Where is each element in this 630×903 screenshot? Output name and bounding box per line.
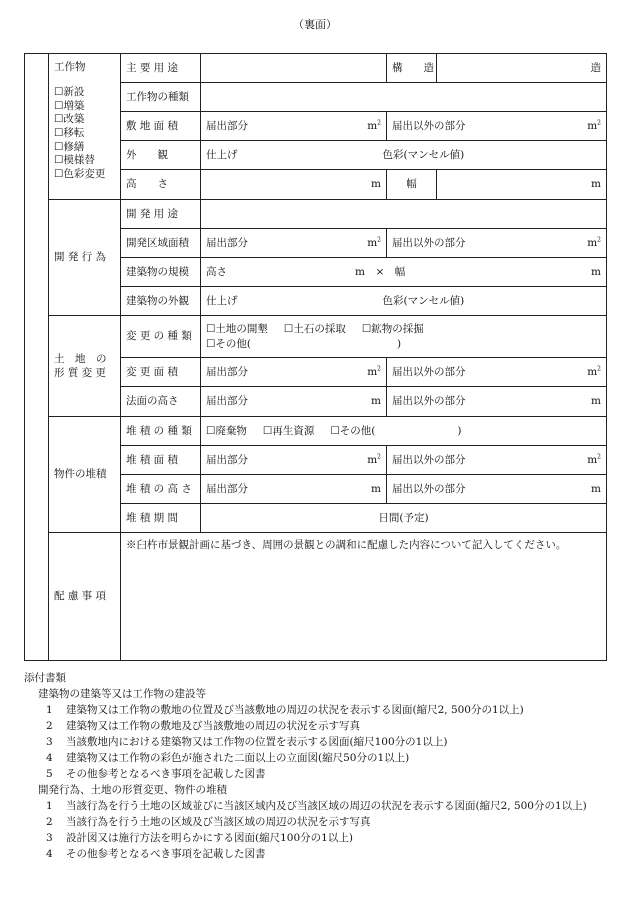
slope-height-label: 法面の高さ [121, 387, 201, 417]
list-item: 1 当該行為を行う土地の区域並びに当該区域内及び当該区域の周辺の状況を表示する図面(縮尺2, 500分の1以上) [46, 800, 587, 812]
notification-form-table [24, 53, 607, 661]
site-area-label: 敷 地 面 積 [121, 112, 201, 141]
deposit-type-field: ☐廃棄物 ☐再生資源 ☐その他( ) [201, 417, 607, 446]
height-field[interactable]: m [201, 170, 387, 200]
structure-use-label: 主 要 用 途 [121, 54, 201, 83]
consideration-field[interactable] [121, 533, 607, 661]
check-extension[interactable]: ☐増築 [54, 99, 85, 112]
list-item: 2 建築物又は工作物の敷地及び当該敷地の周辺の状況を示す写真 [46, 720, 360, 732]
land-change-area-label: 変 更 面 積 [121, 358, 201, 387]
land-change-area-other-field[interactable]: 届出以外の部分 $m^2$ [387, 358, 607, 387]
slope-height-reported-field[interactable]: 届出部分 m [201, 387, 387, 417]
height-label: 高 さ [121, 170, 201, 200]
deposit-type-label: 堆 積 の 種 類 [121, 417, 201, 446]
width-field[interactable]: m [437, 170, 607, 200]
exterior-label: 外 観 [121, 141, 201, 170]
development-use-field[interactable] [201, 200, 607, 229]
check-color-change[interactable]: ☐色彩変更 [54, 168, 106, 181]
attachments-section [24, 670, 614, 862]
list-item: 4 建築物又は工作物の彩色が施された二面以上の立面図(縮尺50分の1以上) [46, 752, 410, 764]
check-waste[interactable]: ☐廃棄物 [206, 424, 247, 437]
attachments-group2-title: 開発行為、土地の形質変更、物件の堆積 [38, 784, 227, 796]
building-scale-field[interactable]: 高さ m × 幅 m [201, 258, 607, 287]
land-section-header: 土 地 の 形 質 変 更 [49, 316, 121, 417]
development-area-other-field[interactable]: 届出以外の部分 $m^2$ [387, 229, 607, 258]
development-use-label: 開 発 用 途 [121, 200, 201, 229]
check-repair[interactable]: ☐修繕 [54, 140, 85, 153]
attachments-heading: 添付書類 [24, 672, 66, 684]
slope-height-other-field[interactable]: 届出以外の部分 m [387, 387, 607, 417]
development-section-header: 開 発 行 為 [49, 200, 121, 316]
page-title: （裏面） [293, 18, 337, 31]
check-rebuild[interactable]: ☐改築 [54, 113, 85, 126]
structure-use-field[interactable] [201, 54, 387, 83]
check-soil-extraction[interactable]: ☐土石の採取 [283, 323, 346, 336]
list-item: 4 その他参考となるべき事項を記載した図書 [46, 848, 266, 860]
land-change-type-label: 変 更 の 種 類 [121, 316, 201, 358]
structure-kouzou-field[interactable]: 造 [437, 54, 607, 83]
list-item: 1 建築物又は工作物の敷地の位置及び当該敷地の周辺の状況を表示する図面(縮尺2, 500分の1以上) [46, 704, 524, 716]
deposit-height-other-field[interactable]: 届出以外の部分 m [387, 475, 607, 504]
deposit-height-reported-field[interactable]: 届出部分 m [201, 475, 387, 504]
check-land-reclaim[interactable]: ☐土地の開墾 [206, 323, 268, 336]
building-scale-label: 建築物の規模 [121, 258, 201, 287]
structure-kouzou-label: 構 造 [387, 54, 437, 83]
development-area-label: 開発区域面積 [121, 229, 201, 258]
structure-section-header: 工作物 ☐新設 ☐増築 ☐改築 ☐移転 ☐修繕 ☐模様替 ☐色彩変更 [49, 54, 121, 200]
land-change-type-field: ☐土地の開墾 ☐土石の採取 ☐鉱物の採掘 ☐その他( ) [201, 316, 607, 358]
list-item: 3 設計図又は施行方法を明らかにする図面(縮尺100分の1以上) [46, 832, 353, 844]
consideration-section-header: 配 慮 事 項 [49, 533, 121, 661]
structure-type-label: 工作物の種類 [121, 83, 201, 112]
check-deposit-other[interactable]: ☐その他( [330, 424, 376, 437]
building-exterior-field[interactable]: 仕上げ 色彩(マンセル値) [201, 287, 607, 316]
site-area-other-field[interactable]: 届出以外の部分 $m^2$ [387, 112, 607, 141]
list-item: 2 当該行為を行う土地の区域及び当該区域の周辺の状況を示す写真 [46, 816, 371, 828]
check-remodel[interactable]: ☐模様替 [54, 154, 95, 167]
check-recycled[interactable]: ☐再生資源 [262, 424, 315, 437]
site-area-reported-field[interactable]: 届出部分 $m^2$ [201, 112, 387, 141]
building-exterior-label: 建築物の外観 [121, 287, 201, 316]
left-margin-column [25, 54, 49, 661]
attachments-group1-title: 建築物の建築等又は工作物の建設等 [38, 688, 206, 700]
deposit-area-reported-field[interactable]: 届出部分 $m^2$ [201, 446, 387, 475]
consideration-note: ※臼杵市景観計画に基づき、周囲の景観との調和に配慮した内容について記入してください。 [126, 539, 567, 551]
width-label: 幅 [387, 170, 437, 200]
land-change-area-reported-field[interactable]: 届出部分 $m^2$ [201, 358, 387, 387]
check-mineral-mining[interactable]: ☐鉱物の採掘 [361, 323, 424, 336]
deposit-period-field[interactable]: 日間(予定) [201, 504, 607, 533]
check-new[interactable]: ☐新設 [54, 86, 85, 99]
structure-checklist [54, 86, 115, 181]
deposit-area-other-field[interactable]: 届出以外の部分 $m^2$ [387, 446, 607, 475]
deposit-period-label: 堆 積 期 間 [121, 504, 201, 533]
check-relocation[interactable]: ☐移転 [54, 127, 85, 140]
development-area-reported-field[interactable]: 届出部分 $m^2$ [201, 229, 387, 258]
list-item: 3 当該敷地内における建築物又は工作物の位置を表示する図面(縮尺100分の1以上) [46, 736, 448, 748]
deposit-area-label: 堆 積 面 積 [121, 446, 201, 475]
list-item: 5 その他参考となるべき事項を記載した図書 [46, 768, 266, 780]
deposit-section-header: 物件の堆積 [49, 417, 121, 533]
structure-type-field[interactable] [201, 83, 607, 112]
exterior-field[interactable]: 仕上げ 色彩(マンセル値) [201, 141, 607, 170]
deposit-height-label: 堆 積 の 高 さ [121, 475, 201, 504]
check-land-other[interactable]: ☐その他( [206, 337, 252, 350]
